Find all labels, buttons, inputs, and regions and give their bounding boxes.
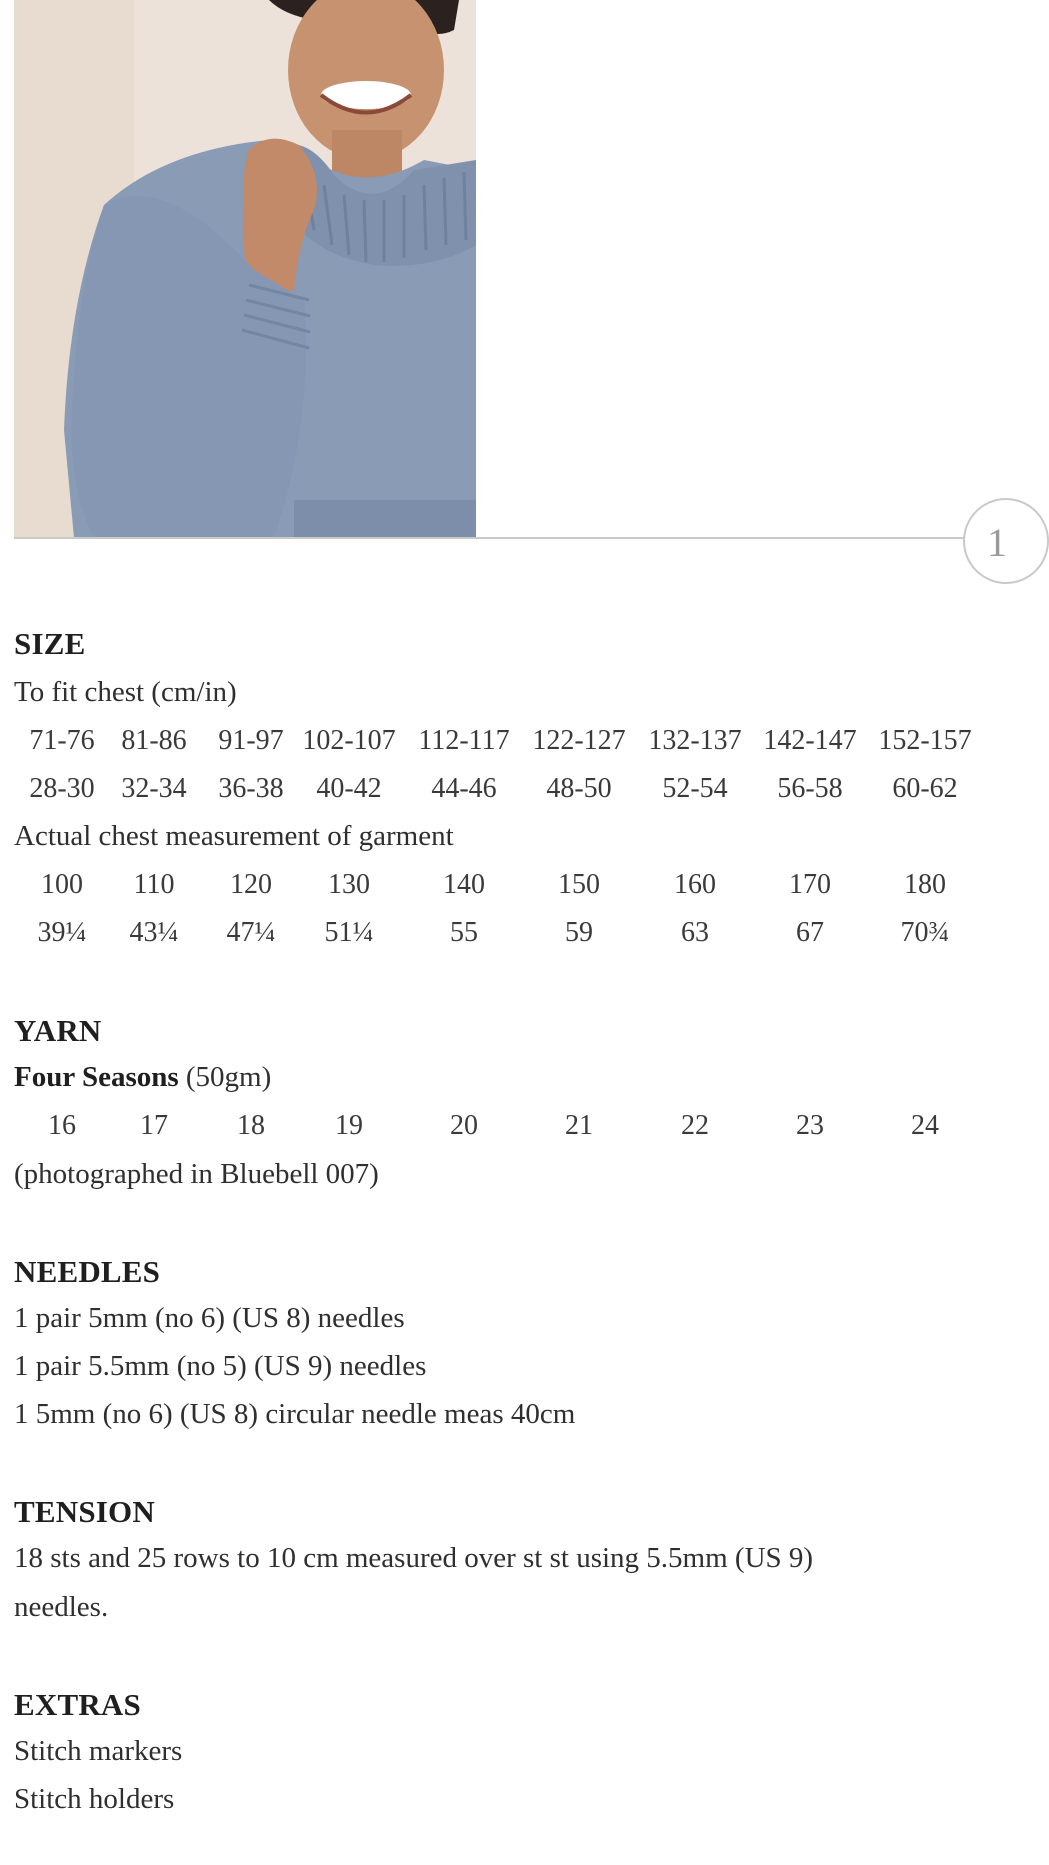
yarn-balls-cell: 20 (450, 1110, 478, 1141)
needle-item: 1 5mm (no 6) (US 8) circular needle meas 40cm (14, 1398, 576, 1430)
fit-cm-row (14, 725, 990, 765)
actual-cm-cell: 130 (328, 869, 370, 900)
page-number-text: 1 (987, 520, 1007, 565)
actual-cm-cell: 140 (443, 869, 485, 900)
yarn-balls-cell: 23 (796, 1110, 824, 1141)
actual-in-cell: 70¾ (900, 917, 950, 948)
yarn-balls-cell: 24 (911, 1110, 939, 1141)
yarn-weight: (50gm) (178, 1061, 272, 1093)
yarn-type (14, 1061, 271, 1094)
actual-cm-cell: 120 (230, 869, 272, 900)
yarn-balls-cell: 19 (335, 1110, 363, 1141)
needle-item: 1 pair 5mm (no 6) (US 8) needles (14, 1302, 405, 1334)
actual-cm-cell: 170 (789, 869, 831, 900)
yarn-note: (photographed in Bluebell 007) (14, 1158, 379, 1190)
fit-in-cell: 48-50 (546, 773, 612, 804)
actual-cm-cell: 180 (904, 869, 946, 900)
actual-in-cell: 63 (681, 917, 709, 948)
fit-cm-cell: 71-76 (29, 725, 95, 756)
actual-cm-cell: 100 (41, 869, 83, 900)
extras-item: Stitch markers (14, 1735, 183, 1767)
actual-in-cell: 47¼ (226, 917, 276, 948)
fit-cm-cell: 91-97 (218, 725, 284, 756)
fit-cm-cell: 122-127 (532, 725, 626, 756)
fit-cm-cell: 112-117 (418, 725, 510, 756)
extras-item: Stitch holders (14, 1783, 175, 1815)
actual-chest-label: Actual chest measurement of garment (14, 820, 454, 852)
tension-text-line1: 18 sts and 25 rows to 10 cm measured over st st using 5.5mm (US 9) (14, 1542, 814, 1574)
yarn-balls-cell: 17 (140, 1110, 168, 1141)
fit-cm-cell: 142-147 (763, 725, 857, 756)
yarn-brand: Four Seasons (14, 1061, 179, 1093)
tension-heading: TENSION (14, 1494, 155, 1529)
model-photo (14, 0, 476, 538)
fit-in-cell: 32-34 (121, 773, 187, 804)
fit-cm-cell: 81-86 (121, 725, 187, 756)
fit-in-row (14, 773, 990, 813)
actual-in-cell: 51¼ (324, 917, 374, 948)
actual-in-row (14, 917, 990, 957)
fit-cm-cell: 152-157 (878, 725, 972, 756)
fit-in-cell: 60-62 (892, 773, 958, 804)
actual-cm-cell: 150 (558, 869, 600, 900)
yarn-balls-row (14, 1110, 990, 1150)
tension-text-line2: needles. (14, 1591, 109, 1623)
fit-in-cell: 40-42 (316, 773, 382, 804)
actual-in-cell: 67 (796, 917, 824, 948)
actual-cm-row (14, 869, 990, 909)
yarn-balls-cell: 22 (681, 1110, 709, 1141)
actual-cm-cell: 110 (133, 869, 175, 900)
fit-chest-label: To fit chest (cm/in) (14, 676, 237, 708)
actual-cm-cell: 160 (674, 869, 716, 900)
needle-item: 1 pair 5.5mm (no 5) (US 9) needles (14, 1350, 427, 1382)
fit-in-cell: 36-38 (218, 773, 284, 804)
yarn-heading: YARN (14, 1013, 102, 1048)
fit-in-cell: 28-30 (29, 773, 95, 804)
fit-in-cell: 52-54 (662, 773, 728, 804)
yarn-balls-cell: 18 (237, 1110, 265, 1141)
yarn-balls-cell: 21 (565, 1110, 593, 1141)
needles-heading: NEEDLES (14, 1254, 161, 1289)
extras-heading: EXTRAS (14, 1687, 141, 1722)
fit-cm-cell: 132-137 (648, 725, 742, 756)
actual-in-cell: 59 (565, 917, 593, 948)
divider-line (14, 537, 964, 539)
fit-in-cell: 56-58 (777, 773, 843, 804)
actual-in-cell: 39¼ (37, 917, 87, 948)
actual-in-cell: 55 (450, 917, 478, 948)
actual-in-cell: 43¼ (129, 917, 179, 948)
fit-cm-cell: 102-107 (302, 725, 396, 756)
page-number-badge (963, 498, 1049, 584)
yarn-balls-cell: 16 (48, 1110, 76, 1141)
size-heading: SIZE (14, 626, 86, 661)
fit-in-cell: 44-46 (431, 773, 497, 804)
